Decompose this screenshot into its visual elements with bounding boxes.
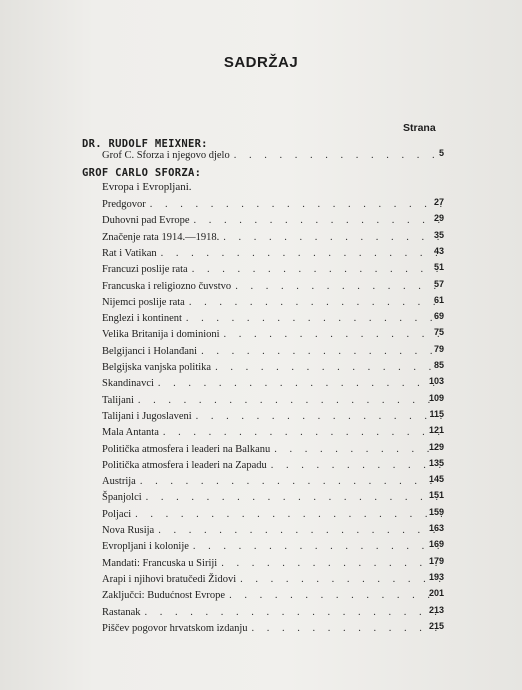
page-title: SADRŽAJ — [223, 54, 299, 71]
toc-entry — [102, 426, 442, 440]
toc-entry-page: 51 — [433, 262, 444, 273]
toc-entry — [102, 377, 442, 391]
dot-leader — [221, 557, 442, 571]
toc-entry — [102, 524, 442, 538]
toc-entry — [102, 361, 442, 375]
toc-entry-page: 61 — [433, 294, 444, 305]
toc-entry-title: Austrija — [102, 476, 136, 488]
toc-entry — [102, 443, 442, 457]
toc-entry — [102, 508, 442, 522]
toc-entry-title: Evropljani i kolonije — [102, 541, 189, 553]
toc-entry-title: Belgijska vanjska politika — [102, 362, 212, 373]
toc-entry-title: Zaključci: Budućnost Evrope — [102, 590, 226, 602]
toc-entry-page: 103 — [428, 376, 444, 387]
dot-leader — [138, 394, 442, 408]
dot-leader — [234, 149, 442, 163]
toc-entry-page: 215 — [428, 620, 444, 631]
toc-entry-page: 27 — [433, 197, 444, 207]
toc-entry-page: 193 — [428, 571, 444, 582]
toc-entry — [102, 557, 442, 571]
toc-entry-page: 145 — [428, 474, 444, 485]
toc-entry — [102, 263, 442, 277]
dot-leader — [274, 443, 442, 457]
toc-entry-title: Englezi i kontinent — [102, 313, 182, 325]
toc-entry — [102, 394, 442, 408]
toc-entry-title: Rat i Vatikan — [102, 247, 157, 259]
toc-entry — [102, 622, 442, 636]
page-column-label: Strana — [403, 122, 436, 134]
dot-leader — [252, 622, 442, 636]
toc-entry — [102, 214, 442, 228]
toc-entry — [102, 540, 442, 554]
toc-entry — [102, 247, 442, 261]
toc-entry-title: Velika Britanija i dominioni — [102, 329, 220, 341]
dot-leader — [186, 312, 442, 326]
dot-leader — [161, 247, 442, 261]
toc-entry-title: Piščev pogovor hrvatskom izdanju — [102, 622, 248, 634]
toc-entry — [102, 491, 442, 505]
dot-leader — [223, 231, 442, 245]
toc-entry-page: 69 — [433, 311, 444, 322]
toc-entry — [102, 475, 442, 489]
toc-entry-title: Predgovor — [102, 199, 146, 210]
dot-leader — [215, 361, 442, 375]
toc-entry-title: Talijani i Jugoslaveni — [102, 410, 192, 422]
toc-entry-title: Nova Rusija — [102, 525, 155, 536]
toc-entry — [102, 345, 442, 359]
toc-entry-title: Značenje rata 1914.—1918. — [102, 231, 220, 243]
toc-entry — [102, 312, 442, 326]
toc-entry-title: Politička atmosfera i leaderi na Zapadu — [102, 459, 267, 471]
dot-leader — [271, 459, 442, 473]
toc-entry-page: 85 — [433, 360, 444, 370]
toc-entry — [102, 573, 442, 587]
dot-leader — [158, 377, 442, 391]
toc-entry-title: Arapi i njihovi bratučedi Židovi — [102, 573, 237, 585]
section-heading-meixner: DR. RUDOLF MEIXNER: — [82, 138, 208, 150]
dot-leader — [146, 491, 442, 505]
toc-entry-page: 35 — [433, 229, 444, 240]
toc-entry-title: Skandinavci — [102, 378, 154, 390]
dot-leader — [193, 540, 442, 554]
dot-leader — [145, 606, 443, 620]
toc-entry — [102, 606, 442, 620]
toc-entry-title: Mandati: Francuska u Siriji — [102, 557, 218, 569]
section-subheading: Evropa i Evropljani. — [102, 181, 192, 193]
toc-entry-page: 213 — [428, 604, 444, 615]
toc-entry-title: Belgijanci i Holanđani — [102, 345, 198, 357]
toc-entry-title: Politička atmosfera i leaderi na Balkanu — [102, 443, 271, 455]
dot-leader — [158, 524, 442, 538]
toc-entry-page: 57 — [433, 278, 444, 289]
toc-entry-title: Španjolci — [102, 492, 142, 504]
toc-entry-page: 179 — [428, 555, 444, 566]
toc-entry-title: Talijani — [102, 394, 134, 406]
toc-entry-page: 201 — [428, 588, 444, 599]
toc-entry-page: 115 — [429, 408, 444, 419]
dot-leader — [163, 426, 442, 440]
toc-entry — [102, 231, 442, 245]
toc-entry-page: 29 — [433, 213, 444, 224]
toc-entry-page: 109 — [428, 392, 444, 403]
toc-entry — [102, 149, 442, 163]
toc-entry-page: 43 — [433, 245, 444, 256]
toc-entry-page: 129 — [428, 441, 444, 452]
toc-entry-title: Duhovni pad Evrope — [102, 215, 190, 227]
toc-entry-title: Francuzi poslije rata — [102, 264, 188, 276]
toc-entry-page: 151 — [428, 490, 444, 501]
dot-leader — [192, 263, 442, 277]
toc-entry — [102, 280, 442, 294]
toc-entry — [102, 328, 442, 342]
toc-entry — [102, 296, 442, 310]
toc-entry — [102, 459, 442, 473]
toc-entry-title: Poljaci — [102, 508, 132, 520]
toc-entry-title: Mala Antanta — [102, 427, 159, 439]
dot-leader — [229, 589, 442, 603]
section-heading-sforza: GROF CARLO SFORZA: — [82, 167, 202, 179]
toc-entry-page: 5 — [438, 148, 444, 158]
toc-entry-page: 135 — [428, 457, 444, 468]
dot-leader — [150, 198, 442, 212]
toc-entry-title: Francuska i religiozno čuvstvo — [102, 280, 232, 292]
dot-leader — [224, 328, 442, 342]
toc-entry-page: 169 — [428, 539, 444, 550]
toc-entry-page: 121 — [428, 425, 444, 436]
dot-leader — [140, 475, 442, 489]
toc-entry-title: Rastanak — [102, 606, 141, 618]
dot-leader — [189, 296, 442, 310]
toc-entry — [102, 589, 442, 603]
dot-leader — [201, 345, 442, 359]
dot-leader — [240, 573, 442, 587]
toc-entry-page: 79 — [433, 343, 444, 354]
toc-entry-page: 159 — [428, 506, 444, 517]
dot-leader — [235, 280, 442, 294]
toc-entry-page: 75 — [433, 327, 444, 338]
dot-leader — [196, 410, 442, 424]
toc-entry-page: 163 — [428, 523, 444, 533]
toc-entry — [102, 198, 442, 212]
toc-entry-title: Nijemci poslije rata — [102, 296, 185, 308]
toc-entry-title: Grof C. Sforza i njegovo djelo — [102, 150, 230, 161]
dot-leader — [193, 214, 442, 228]
toc-entry — [102, 410, 442, 424]
dot-leader — [135, 508, 442, 522]
